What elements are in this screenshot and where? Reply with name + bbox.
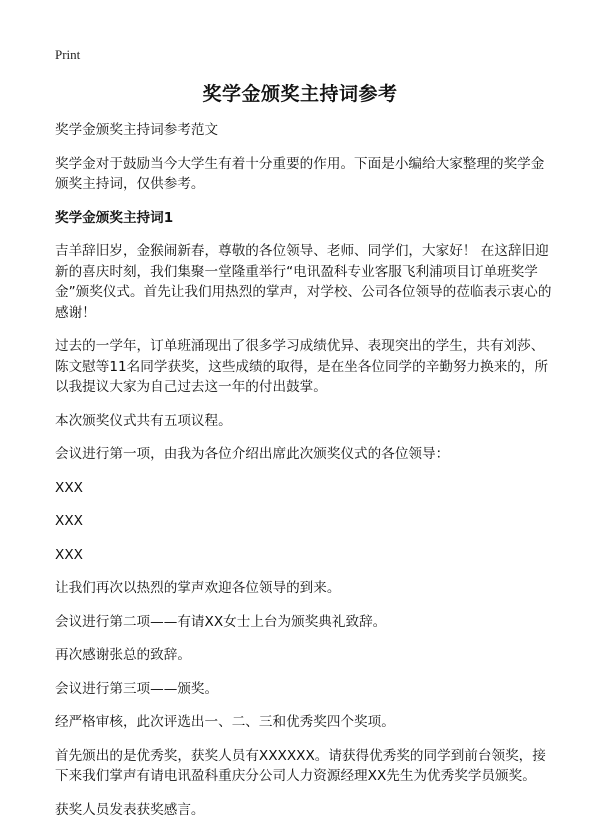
page-title: 奖学金颁奖主持词参考 (202, 83, 398, 105)
leader-name: XXX (55, 479, 83, 496)
body-paragraph: 获奖人员发表获奖感言。 (55, 801, 205, 818)
intro-label: 奖学金颁奖主持词参考范文 (55, 122, 219, 138)
body-paragraph: 经严格审核，此次评选出一、二、三和优秀奖四个奖项。 (55, 714, 395, 730)
body-paragraph: 过去的一学年，订单班涌现出了很多学习成绩优异、表现突出的学生，共有刘莎、陈文慰等11名同学获奖，这些成绩的取得，是在坐各位同学的辛勤努力换来的，所以我提议大家为自己过去这一年的付出鼓掌。 (55, 338, 549, 395)
body-paragraph: 本次颁奖仪式共有五项议程。 (55, 412, 232, 429)
body-paragraph: 会议进行第二项——有请XX女士上台为颁奖典礼致辞。 (55, 613, 387, 630)
section-heading: 奖学金颁奖主持词1 (55, 209, 174, 226)
document-body (55, 120, 555, 833)
body-paragraph: 会议进行第三项——颁奖。 (55, 680, 219, 697)
intro-paragraph: 奖学金对于鼓励当今大学生有着十分重要的作用。下面是小编给大家整理的奖学金颁奖主持词，仅供参考。 (55, 155, 545, 192)
body-paragraph: 首先颁出的是优秀奖，获奖人员有XXXXXX。请获得优秀奖的同学到前台领奖，接下来我们掌声有请电讯盈科重庆分公司人力资源经理XX先生为优秀奖学员颁奖。 (55, 747, 546, 784)
body-paragraph: 让我们再次以热烈的掌声欢迎各位领导的到来。 (55, 580, 341, 596)
body-paragraph: 会议进行第一项，由我为各位介绍出席此次颁奖仪式的各位领导： (55, 446, 450, 462)
leader-name: XXX (55, 546, 83, 563)
leader-name: XXX (55, 513, 83, 529)
body-paragraph: 再次感谢张总的致辞。 (55, 647, 191, 663)
body-paragraph: 吉羊辞旧岁，金猴闹新春，尊敬的各位领导、老师、同学们，大家好！ 在这辞旧迎新的喜庆时刻，我们集聚一堂隆重举行“电讯盈科专业客服飞利浦项目订单班奖学金”颁奖仪式。首先让我们用热烈的掌声，对学校、公司各位领导的莅临表示衷心的感谢！ (55, 243, 552, 321)
print-link[interactable]: Print (55, 47, 81, 62)
